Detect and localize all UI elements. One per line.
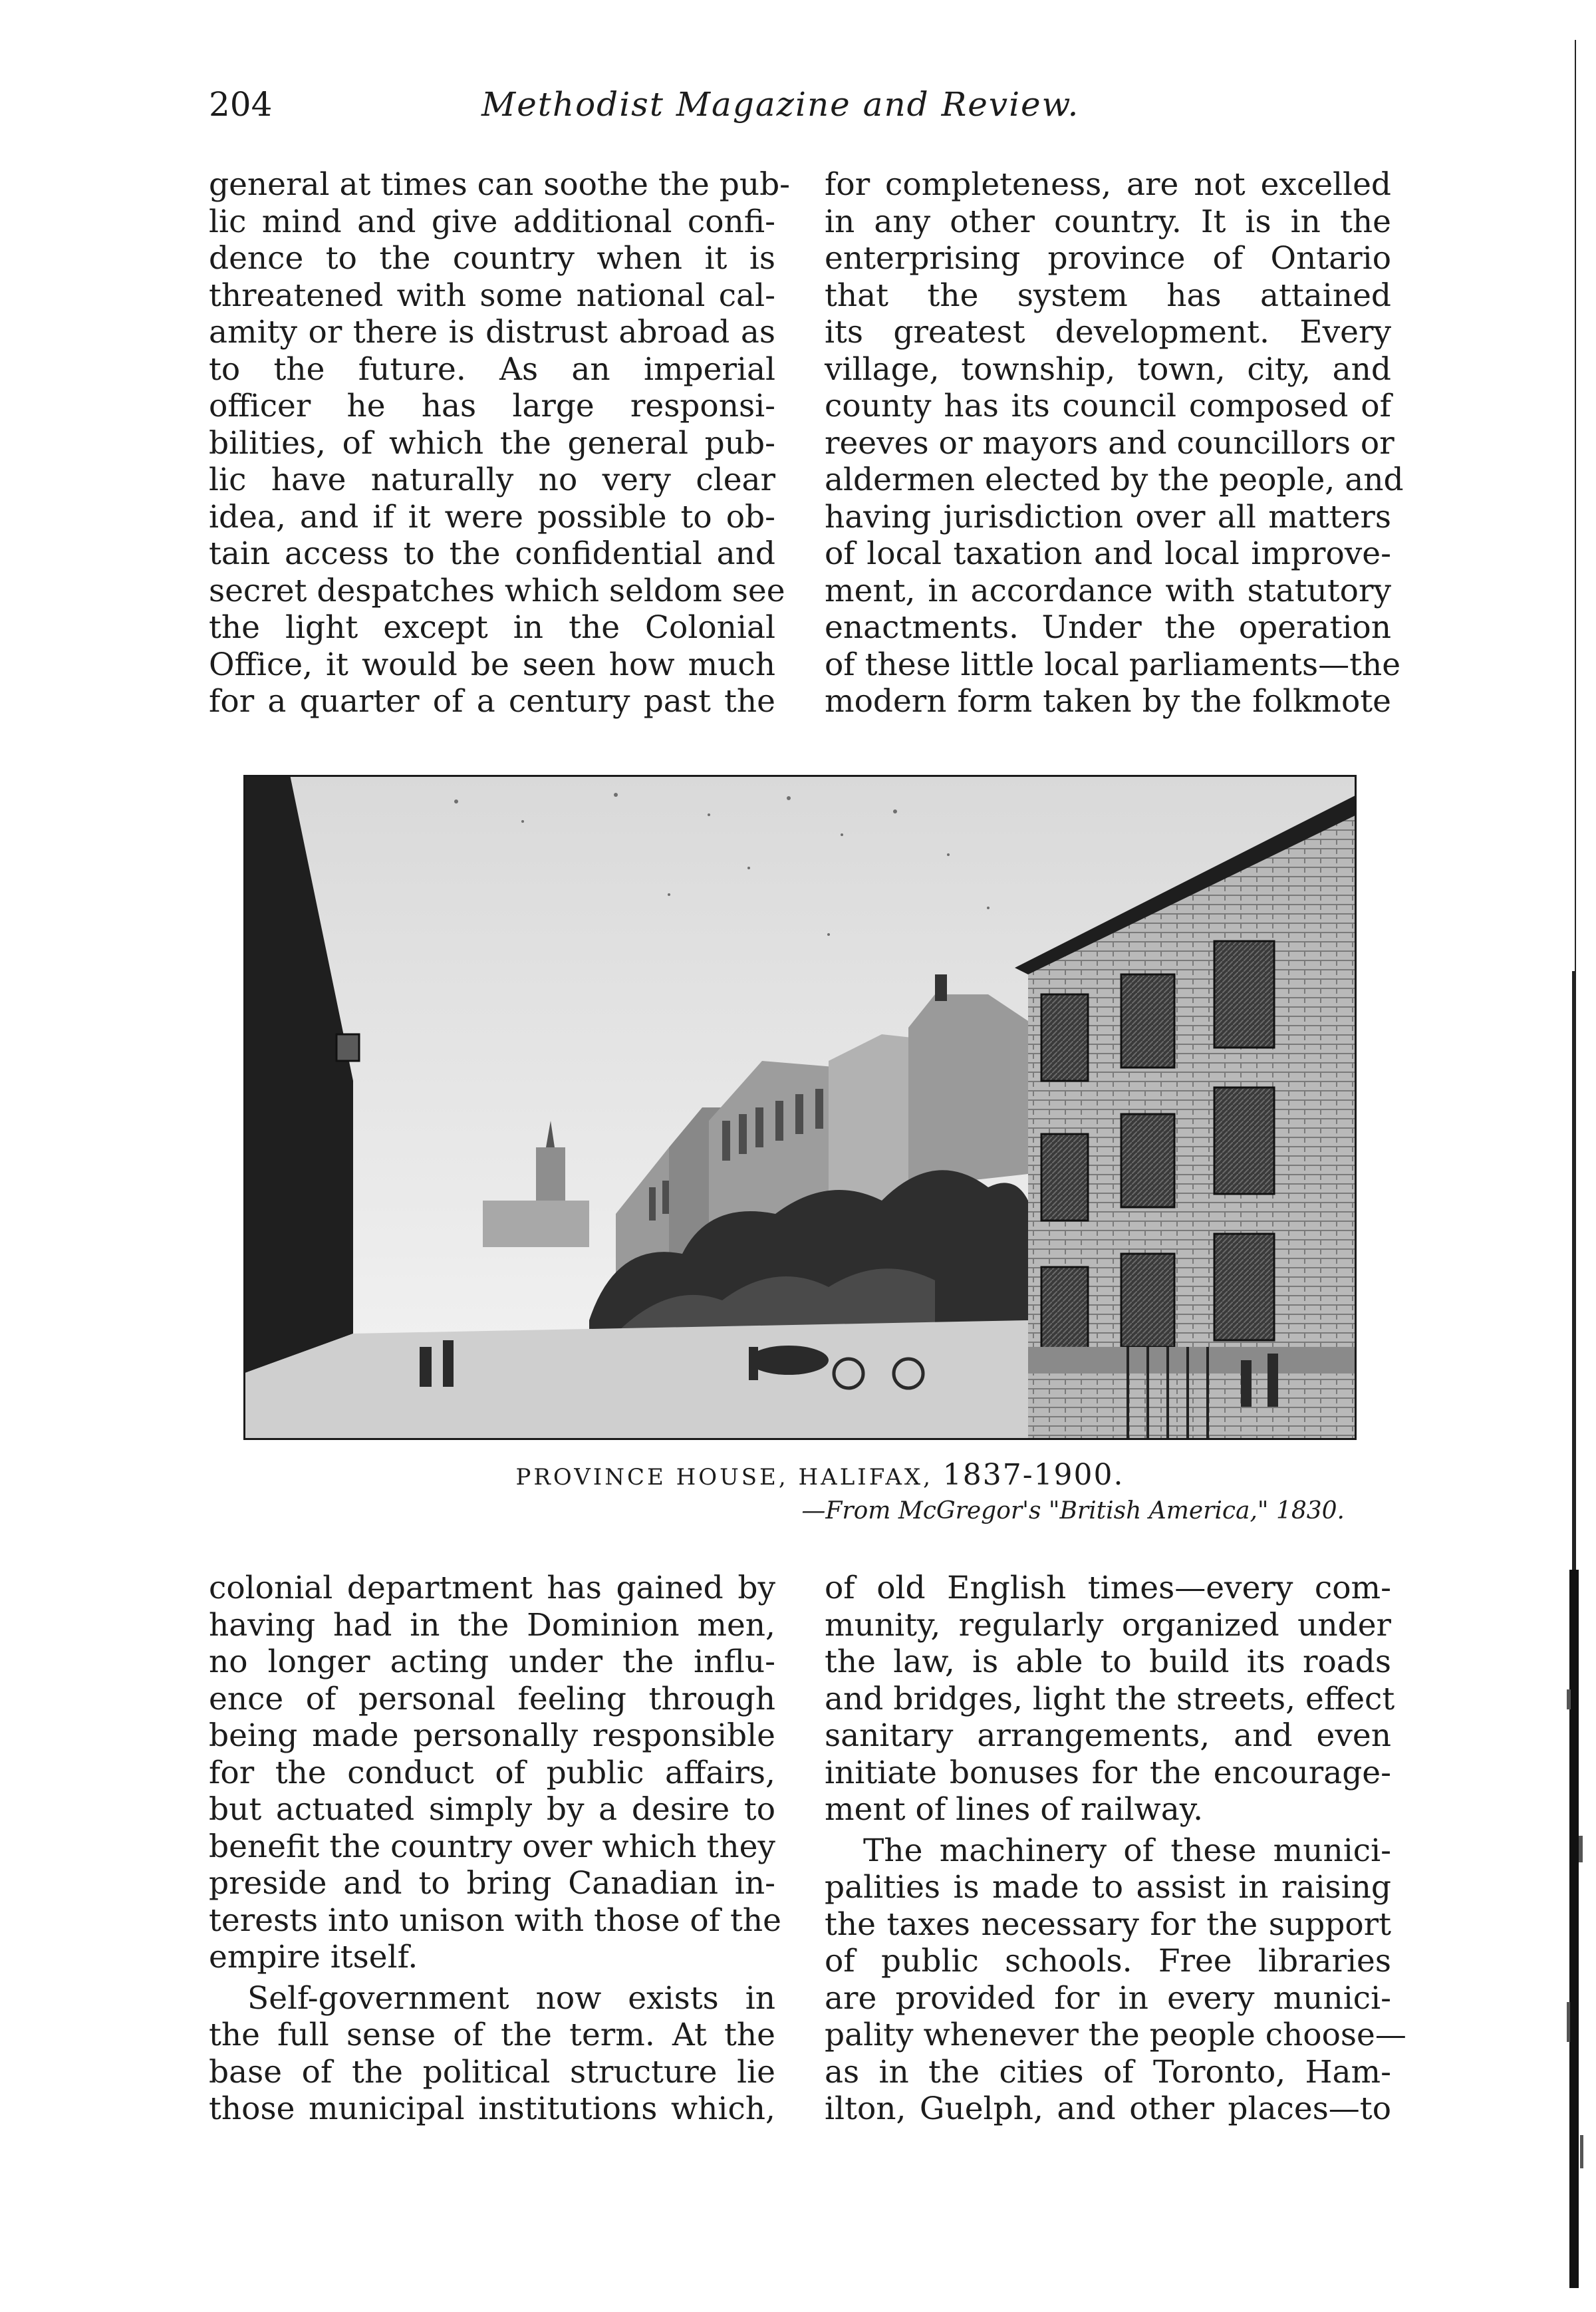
text-line: tain access to the confidential and (209, 535, 775, 572)
text-line: initiate bonuses for the encourage- (825, 1754, 1391, 1791)
text-line: enterprising province of Ontario (825, 240, 1391, 277)
text-line: bilities, of which the general pub- (209, 424, 775, 462)
text-line: Self-government now exists in (247, 1979, 775, 2017)
bottom-right-column (825, 1570, 1406, 2128)
text-line: the full sense of the term. At the (209, 2017, 775, 2053)
paragraph (209, 166, 791, 720)
paragraph (209, 1570, 781, 1976)
text-line: ence of personal feeling through (209, 1680, 775, 1717)
paragraph (825, 166, 1404, 720)
caption-title-text: PROVINCE HOUSE, HALIFAX, (515, 1464, 933, 1491)
page-number: 204 (209, 85, 273, 124)
text-line: ment, in accordance with statutory (825, 572, 1391, 609)
text-line: ment of lines of railway. (825, 1791, 1204, 1828)
text-line: the taxes necessary for the support (825, 1906, 1391, 1943)
caption-years: 1837-1900. (942, 1458, 1125, 1492)
text-line: munity, regularly organized under (825, 1606, 1391, 1644)
text-line: its greatest development. Every (825, 314, 1391, 351)
running-title: Methodist Magazine and Review. (481, 85, 1080, 124)
text-line: having jurisdiction over all matters (825, 498, 1391, 535)
page-binding-edge (1567, 40, 1584, 2288)
figure-caption (209, 1458, 1391, 1524)
text-line: those municipal institutions which, (209, 2091, 775, 2127)
province-house-illustration (243, 775, 1357, 1440)
text-line: amity or there is distrust abroad as (209, 314, 775, 351)
text-line: aldermen elected by the people, and (825, 462, 1404, 498)
text-line: in any other country. It is in the (825, 203, 1391, 240)
text-line: no longer acting under the influ- (209, 1644, 775, 1680)
text-line: terests into unison with those of the (209, 1902, 781, 1939)
text-line: ilton, Guelph, and other places—to (825, 2091, 1391, 2127)
text-line: The machinery of these munici- (863, 1832, 1391, 1869)
text-line: of these little local parliaments—the (825, 646, 1401, 683)
text-line: lic mind and give additional confi- (209, 203, 775, 240)
text-line: of public schools. Free libraries (825, 1943, 1391, 1979)
text-line: base of the political structure lie (209, 2053, 775, 2091)
text-line: Office, it would be seen how much (209, 646, 775, 683)
text-line: enactments. Under the operation (825, 609, 1391, 646)
caption-credit: —From McGregor's "British America," 1830. (801, 1497, 1345, 1524)
text-line: of local taxation and local improve- (825, 535, 1391, 572)
text-line: modern form taken by the folkmote (825, 683, 1391, 720)
text-line: the law, is able to build its roads (825, 1644, 1391, 1680)
text-line: palities is made to assist in raising (825, 1869, 1391, 1906)
text-line: the light except in the Colonial (209, 609, 775, 646)
text-line: dence to the country when it is (209, 240, 775, 277)
caption-title (209, 1458, 1391, 1492)
text-line: secret despatches which seldom see (209, 572, 785, 609)
text-line: of old English times—every com- (825, 1570, 1391, 1606)
paragraph (825, 1570, 1395, 1828)
text-line: colonial department has gained by (209, 1570, 775, 1606)
text-line: being made personally responsible (209, 1717, 775, 1754)
text-line: that the system has attained (825, 277, 1391, 314)
text-line: threatened with some national cal- (209, 277, 775, 314)
paragraph (209, 1980, 775, 2128)
engraving-image (243, 775, 1357, 1440)
text-line: general at times can soothe the pub- (209, 166, 791, 203)
text-line: benefit the country over which they (209, 1828, 775, 1865)
running-header (209, 85, 1419, 132)
text-line: as in the cities of Toronto, Ham- (825, 2053, 1391, 2091)
text-line: are provided for in every munici- (825, 1979, 1391, 2017)
text-line: empire itself. (209, 1939, 418, 1975)
paragraph (825, 1832, 1406, 2128)
text-line: but actuated simply by a desire to (209, 1791, 775, 1828)
top-left-column (209, 166, 791, 720)
text-line: lic have naturally no very clear (209, 462, 775, 498)
text-line: preside and to bring Canadian in- (209, 1865, 775, 1902)
top-right-column (825, 166, 1404, 720)
bottom-left-column (209, 1570, 781, 2128)
text-line: for the conduct of public affairs, (209, 1754, 775, 1791)
text-line: for a quarter of a century past the (209, 683, 775, 720)
text-line: idea, and if it were possible to ob- (209, 498, 775, 535)
text-line: sanitary arrangements, and even (825, 1717, 1391, 1754)
text-line: to the future. As an imperial (209, 351, 775, 388)
text-line: county has its council composed of (825, 388, 1391, 424)
text-line: officer he has large responsi- (209, 388, 775, 424)
text-line: reeves or mayors and councillors or (825, 424, 1395, 462)
text-line: having had in the Dominion men, (209, 1606, 775, 1644)
text-line: pality whenever the people choose— (825, 2017, 1406, 2053)
text-line: for completeness, are not excelled (825, 166, 1391, 203)
text-line: village, township, town, city, and (825, 351, 1391, 388)
text-line: and bridges, light the streets, effect (825, 1680, 1395, 1717)
